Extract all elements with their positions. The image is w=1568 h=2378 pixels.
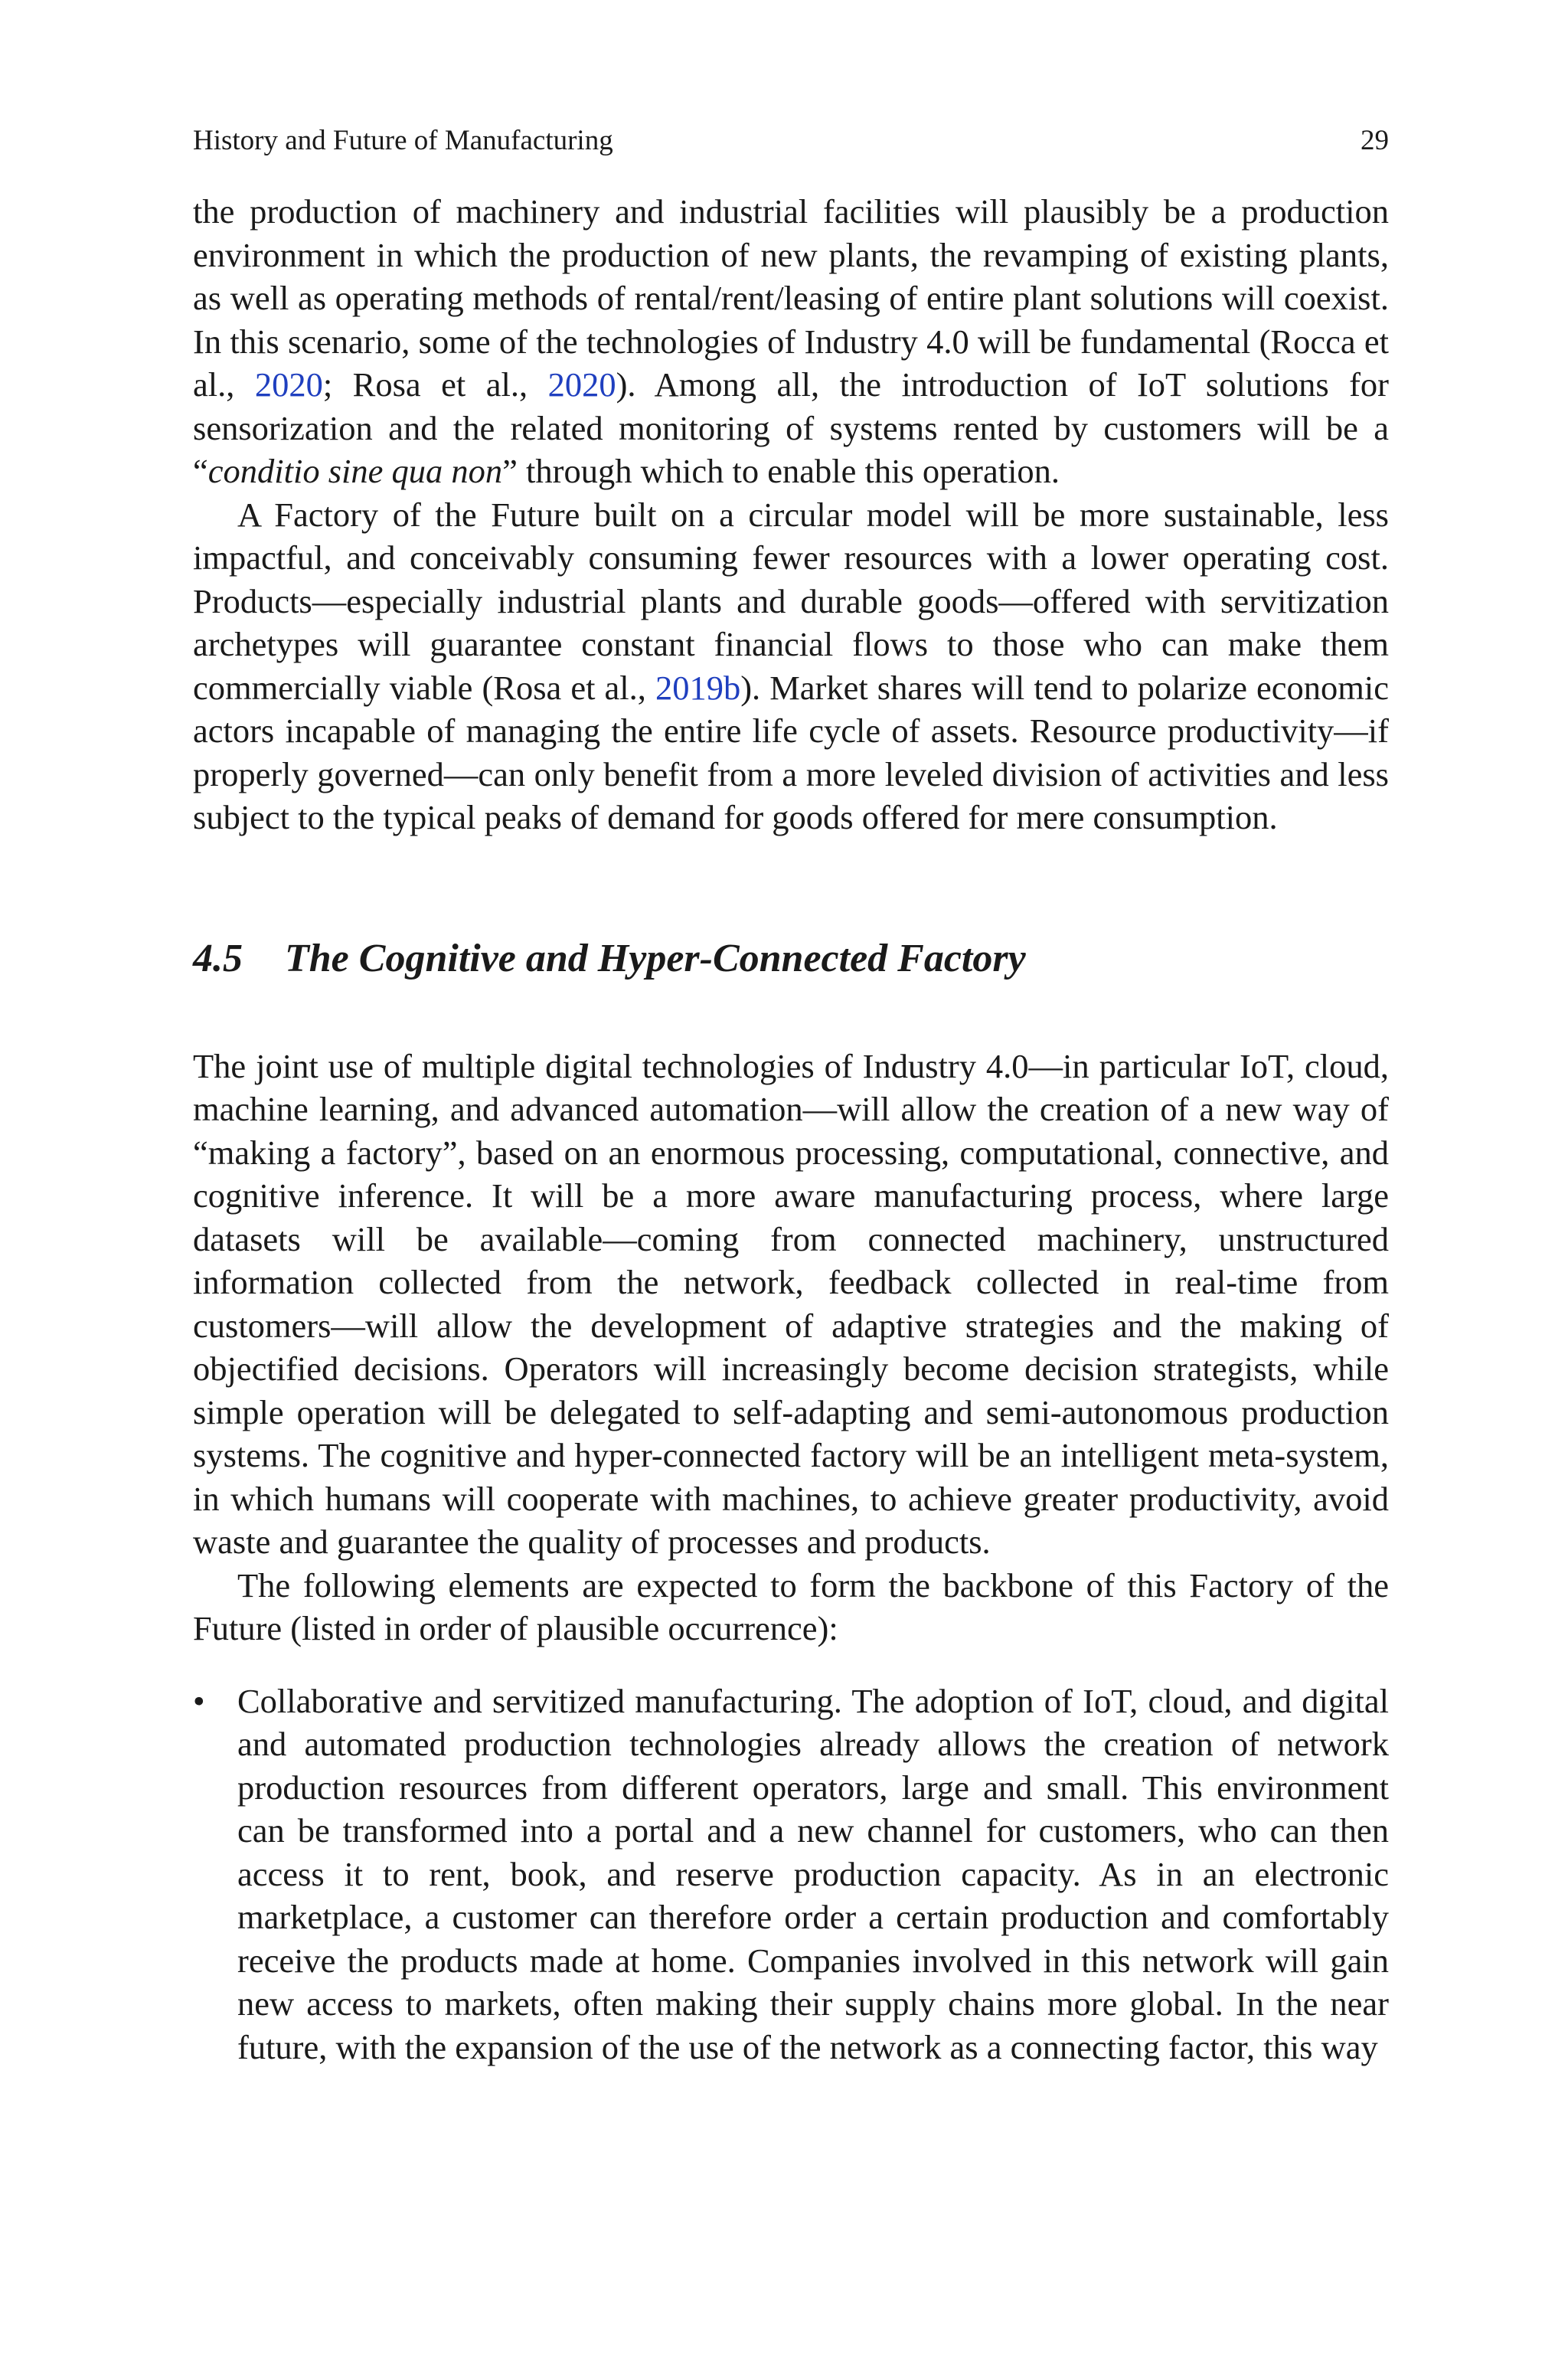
paragraph-1 bbox=[193, 190, 1389, 493]
section-number: 4.5 bbox=[193, 936, 243, 980]
running-head-title: History and Future of Manufacturing bbox=[193, 125, 613, 156]
paragraph-2 bbox=[193, 493, 1389, 839]
running-head bbox=[193, 123, 1389, 159]
paragraph-2-text-b: ). Market shares will tend to polarize economic actors incapable of managing the entire life cycle of assets. Resource productivity—if properly governed—can only benefit from a more leveled division of activities and less subject to the typical peaks of demand for goods offered for mere consumption. bbox=[193, 668, 1390, 836]
paragraph-1-emphasis: conditio sine qua non bbox=[207, 452, 503, 490]
list-item-text: Collaborative and servitized manufacturing. The adoption of IoT, cloud, and digital and automated production technologies already allows the creation of network production resources from different operators, large and small. This environment can be transformed into a portal and a new channel for customers, who can then access it to rent, book, and reserve production capacity. As in an electronic marketplace, a customer can therefore order a certain production and comfortably receive the products made at home. Companies involved in this network will gain new access to markets, often making their supply chains more global. In the near future, with the expansion of the use of the network as a connecting factor, this way bbox=[237, 1681, 1389, 2066]
page-number: 29 bbox=[1361, 125, 1389, 156]
citation-link-rocca-2020[interactable]: 2020 bbox=[254, 365, 323, 404]
citation-link-rosa-2020[interactable]: 2020 bbox=[547, 365, 616, 404]
paragraph-3: The joint use of multiple digital technologies of Industry 4.0—in particular IoT, cloud, machine learning, and advanced automation—will allow the creation of a new way of “making a factory”, based on an enormous processing, computational, connective, and cognitive inference. It will be a more aware manufacturing process, where large datasets will be available—coming from connected machinery, unstructured information collected from the network, feedback collected in real-time from customers—will allow the development of adaptive strategies and the making of objectified decisions. Operators will increasingly become decision strategists, while simple operation will be delegated to self-adapting and semi-autonomous production systems. The cognitive and hyper-connected factory will be an intelligent meta-system, in which humans will cooperate with machines, to achieve greater productivity, avoid waste and guarantee the quality of processes and products. bbox=[193, 1046, 1389, 1561]
paragraph-1-text-c: ). Among all, the introduction of IoT solutions for sensorization and the related monitoring of systems rented by customers will be a “ bbox=[193, 365, 1389, 490]
paragraph-1-text-a: the production of machinery and industrial facilities will plausibly be a production environment in which the production of new plants, the revamping of existing plants, as well as operating methods of rental/rent/leasing of entire plant solutions will coexist. In this scenario, some of the technologies of Industry 4.0 will be fundamental (Rocca et al., bbox=[193, 192, 1389, 404]
citation-link-rosa-2019b[interactable]: 2019b bbox=[655, 668, 741, 707]
paragraph-1-text-d: ” through which to enable this operation. bbox=[502, 452, 1060, 490]
paragraph-1-text-b: ; Rosa et al., bbox=[322, 365, 548, 404]
section-heading bbox=[193, 934, 1389, 983]
page bbox=[193, 123, 1389, 2069]
paragraph-2-text-a: A Factory of the Future built on a circular model will be more sustainable, less impactful, and conceivably consuming fewer resources with a lower operating cost. Products—especially industrial plants and durable goods—offered with servitization archetypes will guarantee constant financial flows to those who can make them commercially viable (Rosa et al., bbox=[193, 495, 1389, 707]
paragraph-4: The following elements are expected to form the backbone of this Factory of the Future (listed in order of plausible occurrence): bbox=[193, 1565, 1389, 1647]
bullet-icon: • bbox=[193, 1681, 205, 1720]
bullet-list bbox=[193, 1680, 1389, 2069]
section-title: The Cognitive and Hyper-Connected Factory bbox=[285, 936, 1026, 980]
body-text bbox=[193, 190, 1389, 2069]
list-item bbox=[193, 1680, 1389, 2069]
